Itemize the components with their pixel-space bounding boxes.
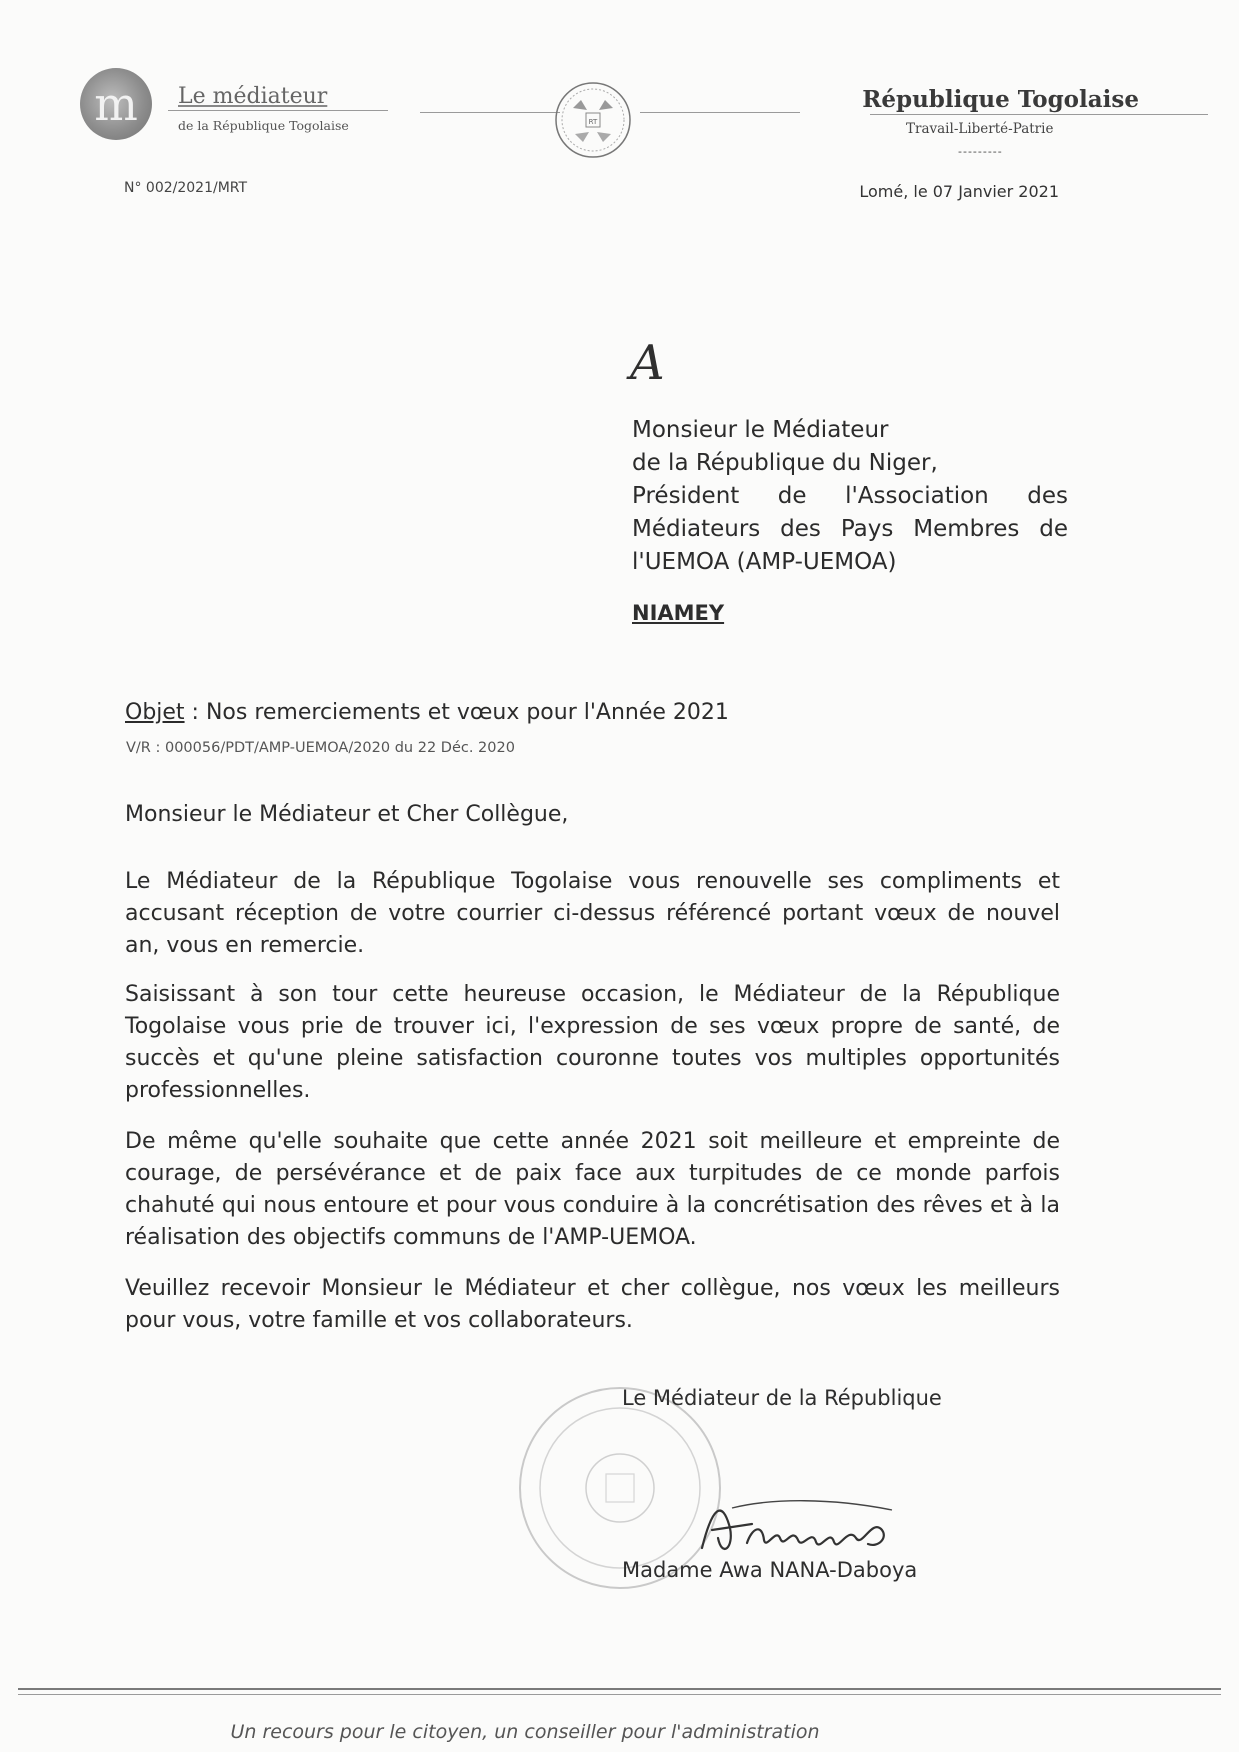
motto-divider: --------- — [958, 145, 1003, 158]
recipient-address — [632, 414, 1068, 579]
signature-icon — [692, 1488, 922, 1568]
emblem-icon — [553, 80, 633, 160]
subject-reference: V/R : 000056/PDT/AMP-UEMOA/2020 du 22 Déc. 2020 — [126, 740, 515, 756]
salutation-a: A — [630, 335, 665, 391]
footer-rule-bottom — [18, 1694, 1221, 1695]
signatory-name: Madame Awa NANA-Daboya — [622, 1558, 918, 1582]
recipient-line-3: Président de l'Association des — [632, 483, 1068, 509]
header-rule-right — [870, 114, 1208, 115]
svg-text:m: m — [94, 77, 138, 131]
header-rule-center-right — [640, 112, 800, 113]
recipient-line-1: Monsieur le Médiateur — [632, 417, 889, 443]
greeting: Monsieur le Médiateur et Cher Collègue, — [125, 802, 569, 827]
mediator-logo — [80, 68, 152, 140]
recipient-city: NIAMEY — [632, 601, 725, 625]
recipient-line-2: de la République du Niger, — [632, 450, 938, 476]
body-paragraph-4: Veuillez recevoir Monsieur le Médiateur et cher collègue, nos vœux les meilleurs pour vous, votre famille et vos collaborateurs. — [125, 1276, 1060, 1333]
subject-text: : Nos remerciements et vœux pour l'Année 2021 — [184, 700, 729, 725]
footer-rule-top — [18, 1688, 1221, 1690]
subject-label: Objet — [125, 700, 185, 725]
national-motto: Travail-Liberté-Patrie — [906, 121, 1054, 137]
handwritten-signature — [692, 1488, 922, 1568]
letter-date: Lomé, le 07 Janvier 2021 — [859, 182, 1059, 201]
signatory-title: Le Médiateur de la République — [622, 1386, 942, 1410]
header-rule-center-left — [420, 112, 560, 113]
body-paragraph-1: Le Médiateur de la République Togolaise vous renouvelle ses compliments et accusant réception de votre courrier ci-dessus référencé portant vœux de nouvel an, vous en remercie. — [125, 869, 1060, 958]
country-title: République Togolaise — [862, 86, 1139, 113]
letter-reference-number: N° 002/2021/MRT — [124, 180, 248, 196]
logo-subtitle: de la République Togolaise — [178, 118, 349, 133]
subject-line — [125, 700, 729, 725]
national-emblem — [553, 80, 633, 160]
recipient-line-4: Médiateurs des Pays Membres de — [632, 516, 1068, 542]
svg-text:RT: RT — [588, 118, 598, 126]
recipient-line-5: l'UEMOA (AMP-UEMOA) — [632, 549, 897, 575]
body-paragraph-3: De même qu'elle souhaite que cette année 2021 soit meilleure et empreinte de courage, de persévérance et de paix face aux turpitudes de ce monde parfois chahuté qui nous entoure et pour vous conduire à la concrétisation des rêves et à la réalisation des objectifs communs de l'AMP-UEMOA. — [125, 1129, 1060, 1250]
logo-title: Le médiateur — [178, 84, 328, 109]
footer-tagline: Un recours pour le citoyen, un conseiller pour l'administration — [230, 1721, 820, 1743]
body-paragraph-2: Saisissant à son tour cette heureuse occasion, le Médiateur de la République Togolaise vous prie de trouver ici, l'expression de ses vœux propre de santé, de succès et qu'une pleine satisfaction couronne toutes vos multiples opportunités professionnelles. — [125, 982, 1060, 1103]
header-rule-left — [168, 110, 388, 111]
mediator-logo-icon — [80, 68, 152, 140]
